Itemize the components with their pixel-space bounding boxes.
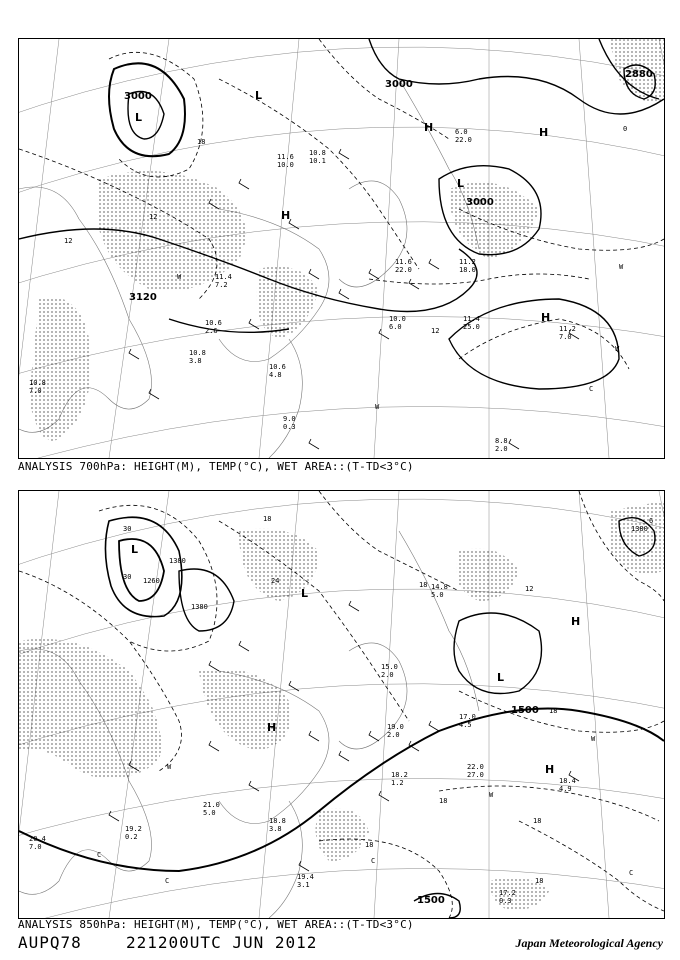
cold-center: C bbox=[589, 385, 594, 393]
station-obs: 22.0 27.0 bbox=[467, 763, 484, 779]
map-850hpa-canvas bbox=[19, 491, 664, 918]
cold-center: C bbox=[97, 851, 102, 859]
cold-center: C bbox=[371, 857, 376, 865]
low-center: L bbox=[131, 543, 139, 556]
warm-center: W bbox=[619, 263, 624, 271]
station-obs: 10.0 6.0 bbox=[389, 315, 406, 331]
isotherm-label: 18 bbox=[263, 515, 272, 523]
contour-label: 3000 bbox=[124, 91, 152, 102]
map-700hpa-canvas bbox=[19, 39, 664, 458]
isotherm-label: 12 bbox=[64, 237, 73, 245]
station-obs: 6.0 22.0 bbox=[455, 128, 472, 144]
contour-label: 1500 bbox=[511, 705, 539, 716]
high-center: H bbox=[539, 126, 549, 139]
map-700hpa bbox=[18, 38, 665, 459]
caption-fields: HEIGHT(M), TEMP(°C), WET AREA::(T-TD<3°C) bbox=[134, 460, 414, 473]
station-obs: 8.8 2.0 bbox=[495, 437, 508, 453]
isotherm-label: 18 bbox=[533, 817, 542, 825]
warm-center: W bbox=[489, 791, 494, 799]
high-center: H bbox=[571, 615, 581, 628]
station-obs: 10.8 3.8 bbox=[189, 349, 206, 365]
low-center: L bbox=[255, 89, 263, 102]
chart-code: AUPQ78 bbox=[18, 933, 82, 952]
chart-footer bbox=[18, 933, 663, 955]
warm-center: W bbox=[167, 763, 172, 771]
map-850hpa bbox=[18, 490, 665, 919]
low-center: L bbox=[301, 587, 309, 600]
cold-center: C bbox=[629, 869, 634, 877]
isotherm-label: 6 bbox=[649, 517, 654, 525]
contour-label: 1500 bbox=[417, 895, 445, 906]
low-center: L bbox=[135, 111, 143, 124]
station-obs: 9.0 0.3 bbox=[283, 415, 296, 431]
station-obs: 11.6 10.0 bbox=[277, 153, 294, 169]
isotherm-label: 18 bbox=[439, 797, 448, 805]
isotherm-label: 12 bbox=[525, 585, 534, 593]
isotherm-label: 18 bbox=[549, 707, 558, 715]
station-obs: 19.0 2.0 bbox=[387, 723, 404, 739]
caption-fields: HEIGHT(M), TEMP(°C), WET AREA::(T-TD<3°C) bbox=[134, 918, 414, 931]
isotherm-label: 0 bbox=[623, 125, 628, 133]
agency-name: Japan Meteorological Agency bbox=[515, 936, 663, 950]
contour-label: 3120 bbox=[129, 292, 157, 303]
warm-center: W bbox=[177, 273, 182, 281]
isotherm-label: 18 bbox=[535, 877, 544, 885]
caption-850hpa bbox=[18, 918, 414, 931]
station-obs: 10.6 4.8 bbox=[269, 363, 286, 379]
low-center: L bbox=[457, 177, 465, 190]
caption-level: ANALYSIS 700hPa: bbox=[18, 460, 128, 473]
isotherm-label: 18 bbox=[419, 581, 428, 589]
high-center: H bbox=[545, 763, 555, 776]
high-center: H bbox=[541, 311, 551, 324]
station-obs: 19.4 3.1 bbox=[297, 873, 314, 889]
station-obs: 11.2 18.0 bbox=[459, 258, 476, 274]
station-obs: 15.0 2.0 bbox=[381, 663, 398, 679]
station-obs: 17.0 4.5 bbox=[459, 713, 476, 729]
caption-level: ANALYSIS 850hPa: bbox=[18, 918, 128, 931]
warm-center: W bbox=[375, 403, 380, 411]
isotherm-label: 30 bbox=[123, 573, 132, 581]
contour-label: 1380 bbox=[169, 557, 186, 565]
cold-center: C bbox=[165, 877, 170, 885]
contour-label: 3000 bbox=[466, 197, 494, 208]
station-obs: 18.8 3.8 bbox=[269, 817, 286, 833]
station-obs: 18.2 1.2 bbox=[391, 771, 408, 787]
high-center: H bbox=[267, 721, 277, 734]
station-obs: 20.4 7.0 bbox=[29, 835, 46, 851]
station-obs: 10.8 10.1 bbox=[309, 149, 326, 165]
contour-label: 1260 bbox=[143, 577, 160, 585]
station-obs: 17.2 0.3 bbox=[499, 889, 516, 905]
isotherm-label: 30 bbox=[123, 525, 132, 533]
chart-timestamp: 221200UTC JUN 2012 bbox=[126, 933, 318, 952]
isotherm-label: 24 bbox=[271, 577, 280, 585]
contour-label: 3000 bbox=[385, 79, 413, 90]
wet-area bbox=[19, 501, 664, 911]
isotherm-label: 12 bbox=[149, 213, 158, 221]
caption-700hpa bbox=[18, 460, 414, 473]
warm-center: W bbox=[591, 735, 596, 743]
station-obs: 11.4 7.2 bbox=[215, 273, 232, 289]
station-obs: 11.2 7.0 bbox=[559, 325, 576, 341]
station-obs: 14.8 5.0 bbox=[431, 583, 448, 599]
station-obs: 11.4 25.0 bbox=[463, 315, 480, 331]
station-obs: 10.8 7.0 bbox=[29, 379, 46, 395]
isotherm-label: 18 bbox=[365, 841, 374, 849]
contour-label: 2880 bbox=[625, 69, 653, 80]
station-obs: 21.0 5.0 bbox=[203, 801, 220, 817]
isotherm-label: 12 bbox=[431, 327, 440, 335]
contour-label: 1380 bbox=[631, 525, 648, 533]
warm-center: W bbox=[615, 345, 620, 353]
high-center: H bbox=[281, 209, 291, 222]
station-obs: 19.2 0.2 bbox=[125, 825, 142, 841]
station-obs: 10.6 2.6 bbox=[205, 319, 222, 335]
station-obs: 11.6 22.0 bbox=[395, 258, 412, 274]
isotherm-label: 18 bbox=[197, 138, 206, 146]
high-center: H bbox=[424, 121, 434, 134]
contour-label: 1380 bbox=[191, 603, 208, 611]
low-center: L bbox=[497, 671, 505, 684]
station-obs: 18.4 4.9 bbox=[559, 777, 576, 793]
